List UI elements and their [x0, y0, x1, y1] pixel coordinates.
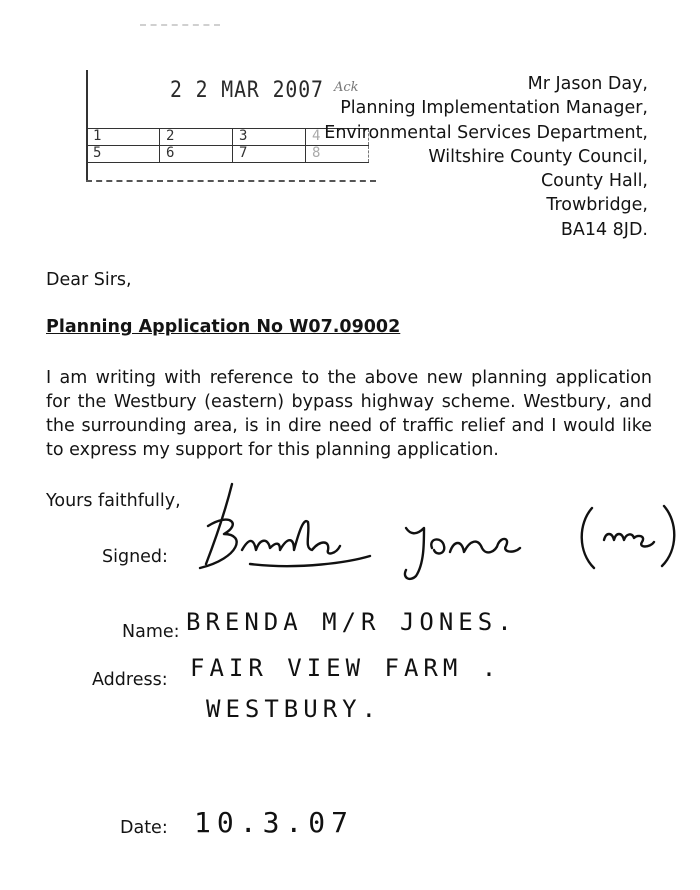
- recipient-line: Wiltshire County Council,: [428, 146, 648, 167]
- recipient-line: Planning Implementation Manager,: [340, 98, 648, 119]
- stamp-initials: Ack: [334, 80, 359, 95]
- address-value-line1: FAIR VIEW FARM .: [190, 654, 502, 682]
- stamp-grid-cell: 2: [160, 129, 233, 146]
- address-label: Address:: [92, 670, 168, 690]
- salutation: Dear Sirs,: [46, 270, 132, 290]
- recipient-line: County Hall,: [540, 171, 648, 192]
- stamp-border: [86, 70, 88, 180]
- date-label: Date:: [120, 818, 168, 838]
- address-value-line2: WESTBURY.: [206, 695, 382, 723]
- name-value: BRENDA M/R JONES.: [186, 608, 517, 636]
- stamp-grid-cell: 6: [160, 146, 233, 163]
- stamp-grid-cell: 8: [306, 146, 369, 163]
- stamp-grid-cell: 5: [87, 146, 160, 163]
- recipient-line: Mr Jason Day,: [527, 74, 648, 94]
- recipient-line: Environmental Services Department,: [324, 122, 648, 143]
- recipient-line: Trowbridge,: [546, 195, 648, 216]
- signature: [180, 478, 690, 588]
- stamp-grid-cell: 1: [87, 129, 160, 146]
- recipient-line: BA14 8JD.: [560, 219, 648, 240]
- recipient-address: [324, 72, 648, 242]
- subject-line: Planning Application No W07.09002: [46, 317, 401, 337]
- stamp-grid-cell: 7: [233, 146, 306, 163]
- name-label: Name:: [122, 622, 180, 642]
- body-paragraph: I am writing with reference to the above new planning application for the Westbury (eastern) bypass highway scheme. Westbury, and the surrounding area, is in dire need of traffic relief and I would like to express my support for this planning application.: [46, 368, 652, 460]
- received-stamp-date: 2 2 MAR 2007: [170, 78, 324, 103]
- closing: Yours faithfully,: [46, 491, 181, 511]
- scan-mark: [140, 24, 220, 32]
- stamp-grid-cell: 3: [233, 129, 306, 146]
- date-value: 10.3.07: [194, 806, 355, 839]
- signed-label: Signed:: [102, 547, 168, 567]
- stamp-grid-cell: 4: [306, 129, 369, 146]
